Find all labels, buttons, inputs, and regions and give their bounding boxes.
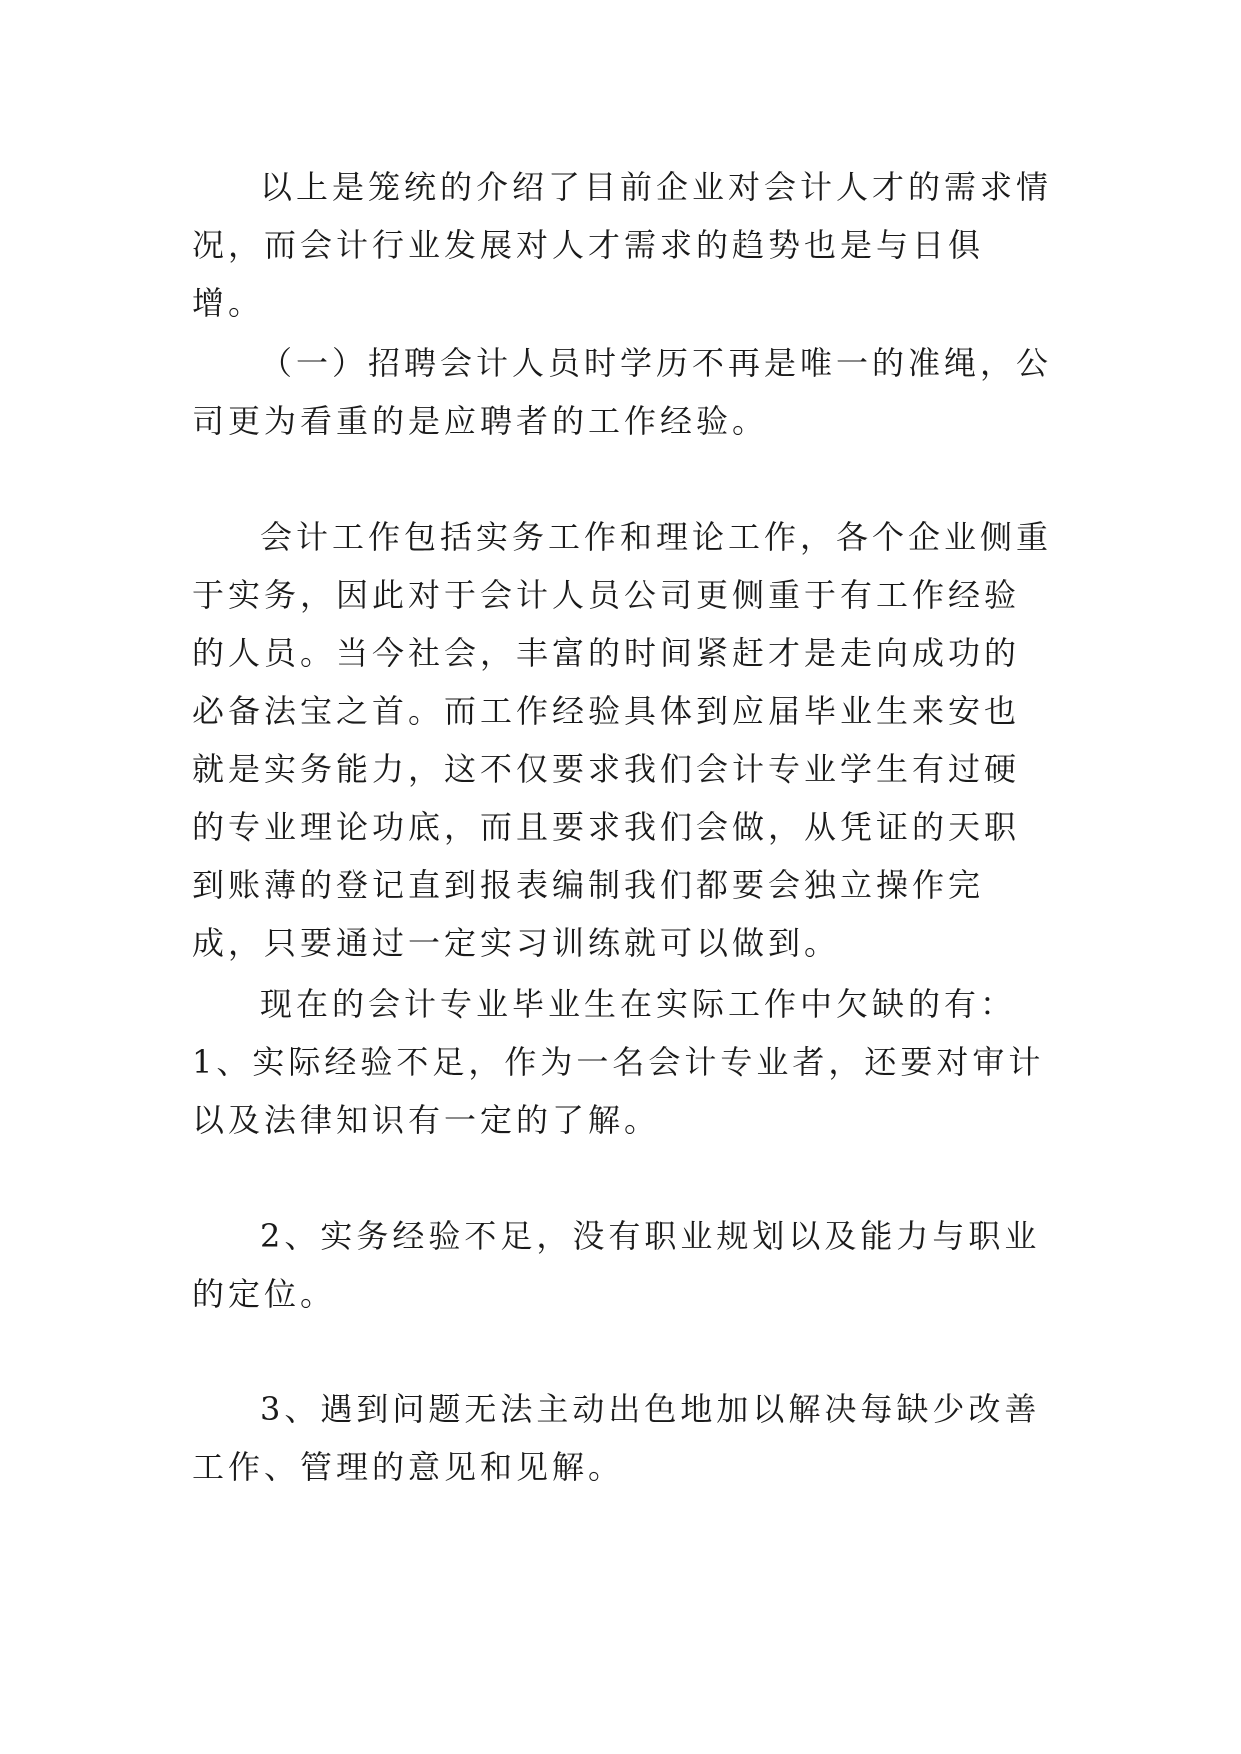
- paragraph-shortcoming-1: 现在的会计专业毕业生在实际工作中欠缺的有：1、实际经验不足，作为一名会计专业者，还要对审计以及法律知识有一定的了解。: [192, 985, 1045, 1139]
- paragraph-practical-work: 会计工作包括实务工作和理论工作，各个企业侧重于实务，因此对于会计人员公司更侧重于有工作经验的人员。当今社会，丰富的时间紧赶才是走向成功的必备法宝之首。而工作经验具体到应届毕业生来安也就是实务能力，这不仅要求我们会计专业学生有过硬的专业理论功底，而且要求我们会做，从凭证的天职到账薄的登记直到报表编制我们都要会独立操作完成，只要通过一定实习训练就可以做到。: [192, 518, 1053, 962]
- paragraph-shortcoming-2: 2、实务经验不足，没有职业规划以及能力与职业的定位。: [192, 1217, 1041, 1313]
- paragraph-point-one-heading: （一）招聘会计人员时学历不再是唯一的准绳，公司更为看重的是应聘者的工作经验。: [192, 344, 1053, 440]
- paragraph-summary: 以上是笼统的介绍了目前企业对会计人才的需求情况，而会计行业发展对人才需求的趋势也是与日俱增。: [192, 168, 1053, 322]
- paragraph-shortcoming-3: 3、遇到问题无法主动出色地加以解决每缺少改善工作、管理的意见和见解。: [192, 1390, 1041, 1486]
